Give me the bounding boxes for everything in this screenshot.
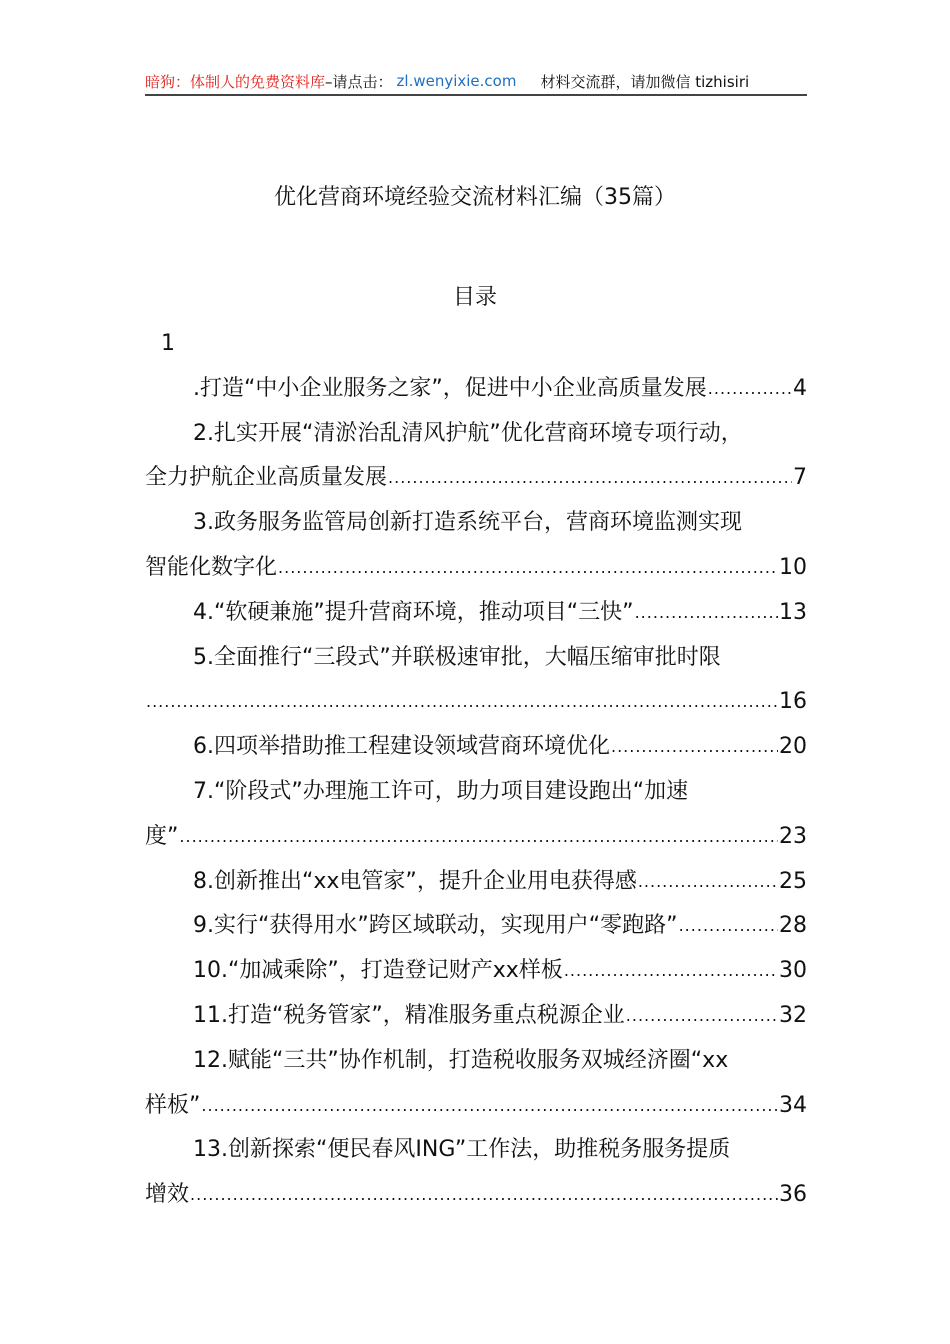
toc-page-number: 7 [793, 465, 807, 491]
dot-leader [190, 1173, 778, 1218]
dot-leader [635, 591, 778, 636]
toc-entry-line[interactable] [145, 501, 807, 546]
toc-entry-line[interactable] [145, 1173, 807, 1218]
toc-entry-line[interactable] [145, 591, 807, 636]
toc-page-number: 20 [779, 734, 807, 760]
toc-page-number: 34 [779, 1092, 807, 1118]
document-title: 优化营商环境经验交流材料汇编（35篇） [274, 185, 676, 210]
toc-entry-line[interactable] [145, 367, 807, 412]
dot-leader [638, 860, 778, 905]
dot-leader [278, 546, 778, 591]
dot-leader [626, 994, 778, 1039]
toc-page-number: 30 [779, 958, 807, 984]
dot-leader [564, 949, 778, 994]
dot-leader [146, 680, 778, 725]
toc-entry-line[interactable] [145, 1039, 807, 1084]
toc-entry-line[interactable] [145, 636, 807, 681]
toc-stray-number: 1 [161, 331, 175, 356]
header-source: 暗狗：体制人的免费资料库 [145, 72, 326, 91]
toc-entry-title-cont: 全力护航企业高质量发展 [145, 465, 388, 491]
toc-page-number: 36 [779, 1182, 807, 1208]
toc-page-number: 28 [779, 913, 807, 939]
toc-entry-title: 4.“软硬兼施”提升营商环境，推动项目“三快” [193, 599, 634, 625]
toc-entry-line[interactable] [145, 860, 807, 905]
toc-entry-line[interactable] [145, 725, 807, 770]
toc-entry-title: 13.创新探索“便民春风ING”工作法，助推税务服务提质 [193, 1137, 731, 1163]
toc-entry-title: 6.四项举措助推工程建设领域营商环境优化 [193, 734, 610, 760]
toc-entry-line[interactable] [145, 456, 807, 501]
toc-page-number: 23 [779, 823, 807, 849]
toc-entry-line[interactable] [145, 1128, 807, 1173]
table-of-contents [145, 322, 807, 1218]
dot-leader [388, 456, 792, 501]
toc-entry-line[interactable] [145, 949, 807, 994]
toc-entry-title: 3.政务服务监管局创新打造系统平台，营商环境监测实现 [193, 510, 742, 536]
toc-entry-title: 12.赋能“三共”协作机制，打造税收服务双城经济圈“xx [193, 1047, 729, 1073]
toc-entry-line[interactable] [145, 546, 807, 591]
header-click-label: –请点击： [325, 72, 393, 91]
toc-entry-line[interactable] [145, 815, 807, 860]
toc-entry-title-cont: 样板” [145, 1092, 201, 1118]
dot-leader [611, 725, 778, 770]
dot-leader [679, 904, 778, 949]
toc-entry-title: 9.实行“获得用水”跨区域联动，实现用户“零跑路” [193, 913, 678, 939]
toc-page-number: 16 [779, 689, 807, 715]
toc-entry-title-cont: 度” [145, 823, 179, 849]
toc-entry-line[interactable] [145, 994, 807, 1039]
toc-entry-line[interactable] [145, 1084, 807, 1129]
toc-entry-title-cont: 智能化数字化 [145, 554, 278, 580]
toc-entry-line[interactable] [145, 770, 807, 815]
dot-leader [179, 815, 778, 860]
toc-page-number: 10 [779, 554, 807, 580]
toc-entry-title: .打造“中小企业服务之家”，促进中小企业高质量发展 [193, 375, 707, 401]
toc-entry-title-cont: 增效 [145, 1182, 190, 1208]
header-wechat: 材料交流群，请加微信 tizhisiri [540, 72, 750, 91]
toc-entry-title: 5.全面推行“三段式”并联极速审批，大幅压缩审批时限 [193, 644, 721, 670]
toc-entry-line[interactable] [145, 904, 807, 949]
toc-page-number: 25 [779, 868, 807, 894]
dot-leader [708, 367, 792, 412]
toc-entry-title: 11.打造“税务管家”，精准服务重点税源企业 [193, 1002, 625, 1028]
toc-page-number: 4 [793, 375, 807, 401]
page-header [145, 68, 807, 96]
toc-entry-title: 8.创新推出“xx电管家”，提升企业用电获得感 [193, 868, 637, 894]
toc-page-number: 32 [779, 1002, 807, 1028]
toc-entry-title: 2.扎实开展“清淤治乱清风护航”优化营商环境专项行动， [193, 420, 743, 446]
toc-entry-title: 7.“阶段式”办理施工许可，助力项目建设跑出“加速 [193, 778, 689, 804]
dot-leader [201, 1084, 778, 1129]
toc-page-number: 13 [779, 599, 807, 625]
toc-entry-line[interactable] [145, 680, 807, 725]
header-link[interactable]: zl.wenyixie.com [396, 72, 517, 90]
toc-entry-title: 10.“加减乘除”，打造登记财产xx样板 [193, 958, 563, 984]
toc-heading: 目录 [452, 285, 497, 310]
toc-entry-line[interactable] [145, 412, 807, 457]
